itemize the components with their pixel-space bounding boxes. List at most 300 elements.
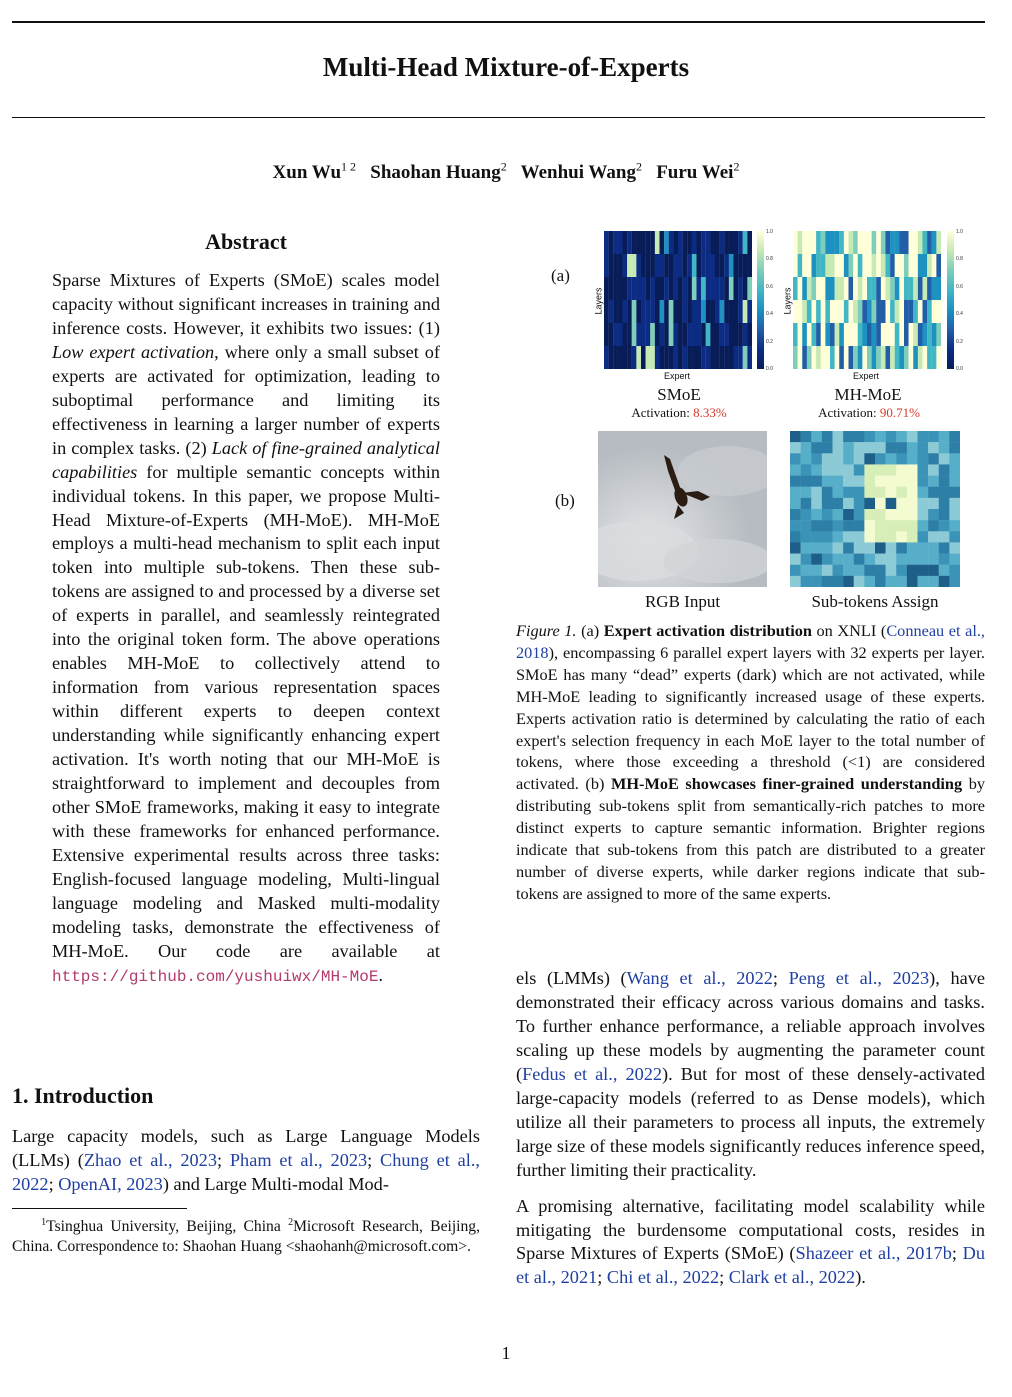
citation-link[interactable]: Clark et al., 2022 bbox=[728, 1267, 856, 1288]
heatmap-cell bbox=[724, 300, 729, 323]
grid-cell bbox=[854, 464, 865, 475]
grid-cell bbox=[833, 565, 844, 576]
heatmap-cell bbox=[618, 300, 623, 323]
grid-cell bbox=[949, 520, 960, 531]
heatmap-cell bbox=[816, 346, 821, 369]
grid-cell bbox=[875, 431, 886, 442]
heatmap-cell bbox=[807, 231, 812, 254]
heatmap-cell bbox=[936, 231, 941, 254]
grid-cell bbox=[928, 531, 939, 542]
heatmap-cell bbox=[687, 254, 692, 277]
heatmap-cell bbox=[913, 231, 918, 254]
grid-cell bbox=[843, 487, 854, 498]
heatmap-cell bbox=[669, 254, 674, 277]
heatmap-cell bbox=[613, 300, 618, 323]
heatmap-cell bbox=[692, 254, 697, 277]
heatmap-cell bbox=[890, 277, 895, 300]
heatmap-cell bbox=[876, 346, 881, 369]
heatmap-cell bbox=[697, 254, 702, 277]
mhmoe-activation-value: 90.71% bbox=[879, 405, 920, 420]
heatmap-cell bbox=[923, 277, 928, 300]
page-number: 1 bbox=[501, 1343, 511, 1363]
heatmap-cell bbox=[669, 323, 674, 346]
heatmap-cell bbox=[632, 231, 637, 254]
heatmap-cell bbox=[872, 231, 877, 254]
smoe-colorbar bbox=[757, 231, 764, 369]
heatmap-cell bbox=[839, 300, 844, 323]
grid-cell bbox=[854, 476, 865, 487]
heatmap-cell bbox=[849, 277, 854, 300]
heatmap-cell bbox=[734, 346, 739, 369]
heatmap-cell bbox=[830, 300, 835, 323]
author-4: Furu Wei$^2$ bbox=[656, 160, 740, 184]
heatmap-cell bbox=[655, 323, 660, 346]
grid-cell bbox=[843, 542, 854, 553]
heatmap-cell bbox=[743, 346, 748, 369]
heatmap-cell bbox=[927, 277, 932, 300]
citation-link[interactable]: OpenAI, 2023 bbox=[58, 1173, 163, 1194]
heatmap-cell bbox=[932, 323, 937, 346]
heatmap-cell bbox=[918, 323, 923, 346]
heatmap-cell bbox=[798, 323, 803, 346]
heatmap-cell bbox=[830, 346, 835, 369]
heatmap-cell bbox=[738, 231, 743, 254]
heatmap-cell bbox=[646, 254, 651, 277]
grid-cell bbox=[811, 487, 822, 498]
grid-cell bbox=[822, 554, 833, 565]
heatmap-cell bbox=[793, 346, 798, 369]
heatmap-cell bbox=[862, 323, 867, 346]
grid-cell bbox=[875, 453, 886, 464]
top-rule bbox=[12, 21, 985, 23]
heatmap-cell bbox=[632, 300, 637, 323]
grid-cell bbox=[864, 554, 875, 565]
heatmap-cell bbox=[936, 323, 941, 346]
grid-cell bbox=[896, 542, 907, 553]
heatmap-cell bbox=[729, 300, 734, 323]
citation-link[interactable]: Fedus et al., 2022 bbox=[522, 1063, 663, 1084]
grid-cell bbox=[864, 520, 875, 531]
heatmap-cell bbox=[609, 323, 614, 346]
grid-cell bbox=[833, 576, 844, 587]
heatmap-cell bbox=[738, 300, 743, 323]
heatmap-cell bbox=[734, 323, 739, 346]
heatmap-cell bbox=[715, 231, 720, 254]
heatmap-cell bbox=[609, 277, 614, 300]
heatmap-cell bbox=[904, 323, 909, 346]
grid-cell bbox=[896, 509, 907, 520]
grid-cell bbox=[833, 520, 844, 531]
grid-cell bbox=[811, 520, 822, 531]
citation-link[interactable]: Wang et al., 2022 bbox=[626, 968, 773, 988]
heatmap-cell bbox=[743, 277, 748, 300]
heatmap-cell bbox=[641, 277, 646, 300]
grid-cell bbox=[843, 464, 854, 475]
grid-cell bbox=[801, 531, 812, 542]
heatmap-cell bbox=[825, 277, 830, 300]
citation-link[interactable]: Chi et al., 2022 bbox=[606, 1267, 720, 1288]
grid-cell bbox=[833, 509, 844, 520]
heatmap-cell bbox=[618, 323, 623, 346]
heatmap-cell bbox=[932, 346, 937, 369]
heatmap-cell bbox=[701, 323, 706, 346]
heatmap-cell bbox=[812, 346, 817, 369]
grid-cell bbox=[949, 565, 960, 576]
heatmap-cell bbox=[858, 346, 863, 369]
heatmap-cell bbox=[738, 254, 743, 277]
grid-cell bbox=[907, 464, 918, 475]
grid-cell bbox=[907, 542, 918, 553]
grid-cell bbox=[949, 476, 960, 487]
grid-cell bbox=[864, 431, 875, 442]
grid-cell bbox=[822, 509, 833, 520]
heatmap-cell bbox=[646, 300, 651, 323]
grid-cell bbox=[949, 498, 960, 509]
heatmap-cell bbox=[687, 300, 692, 323]
heatmap-cell bbox=[604, 277, 609, 300]
heatmap-cell bbox=[844, 254, 849, 277]
grid-cell bbox=[811, 453, 822, 464]
heatmap-cell bbox=[609, 231, 614, 254]
heatmap-cell bbox=[747, 277, 752, 300]
heatmap-cell bbox=[881, 231, 886, 254]
heatmap-cell bbox=[872, 300, 877, 323]
heatmap-cell bbox=[918, 277, 923, 300]
heatmap-cell bbox=[821, 231, 826, 254]
heatmap-cell bbox=[853, 300, 858, 323]
colorbar-tick: 0.0 bbox=[956, 366, 963, 372]
heatmap-cell bbox=[687, 231, 692, 254]
abstract-heading: Abstract bbox=[205, 229, 287, 254]
heatmap-cell bbox=[927, 323, 932, 346]
grid-cell bbox=[896, 531, 907, 542]
subtoken-assignment-grid bbox=[790, 431, 960, 587]
heatmap-cell bbox=[720, 254, 725, 277]
heatmap-cell bbox=[927, 346, 932, 369]
grid-cell bbox=[939, 476, 950, 487]
heatmap-cell bbox=[623, 231, 628, 254]
heatmap-cell bbox=[706, 231, 711, 254]
heatmap-cell bbox=[830, 277, 835, 300]
citation-link[interactable]: Pham et al., 2023 bbox=[229, 1149, 368, 1170]
mhmoe-y-axis-label: Layers bbox=[782, 287, 793, 315]
bird-photo bbox=[598, 431, 767, 587]
heatmap-cell bbox=[623, 346, 628, 369]
heatmap-cell bbox=[646, 277, 651, 300]
heatmap-cell bbox=[890, 346, 895, 369]
heatmap-cell bbox=[858, 254, 863, 277]
heatmap-cell bbox=[793, 254, 798, 277]
grid-cell bbox=[896, 576, 907, 587]
grid-cell bbox=[833, 453, 844, 464]
heatmap-cell bbox=[899, 346, 904, 369]
grid-cell bbox=[949, 554, 960, 565]
heatmap-cell bbox=[678, 231, 683, 254]
grid-cell bbox=[907, 487, 918, 498]
heatmap-cell bbox=[720, 346, 725, 369]
grid-cell bbox=[949, 509, 960, 520]
code-link[interactable]: https://github.com/yushuiwx/MH-MoE bbox=[52, 967, 379, 986]
heatmap-cell bbox=[835, 231, 840, 254]
citation-link[interactable]: Du et al., 2021 bbox=[516, 1243, 986, 1288]
citation-link[interactable]: Chung et al., 2022 bbox=[12, 1149, 480, 1194]
heatmap-cell bbox=[697, 300, 702, 323]
grid-cell bbox=[864, 476, 875, 487]
heatmap-cell bbox=[909, 231, 914, 254]
heatmap-cell bbox=[743, 300, 748, 323]
grid-cell bbox=[896, 487, 907, 498]
heatmap-cell bbox=[936, 346, 941, 369]
citation-link[interactable]: Shazeer et al., 2017b bbox=[795, 1243, 952, 1264]
heatmap-cell bbox=[669, 300, 674, 323]
heatmap-cell bbox=[660, 277, 665, 300]
heatmap-cell bbox=[862, 277, 867, 300]
heatmap-cell bbox=[872, 254, 877, 277]
heatmap-cell bbox=[913, 277, 918, 300]
grid-cell bbox=[811, 431, 822, 442]
grid-cell bbox=[907, 431, 918, 442]
heatmap-cell bbox=[872, 323, 877, 346]
mhmoe-label: MH-MoE bbox=[834, 385, 902, 404]
grid-cell bbox=[801, 453, 812, 464]
grid-cell bbox=[801, 542, 812, 553]
author-2: Shaohan Huang$^2$ bbox=[370, 160, 507, 184]
heatmap-cell bbox=[830, 231, 835, 254]
grid-cell bbox=[875, 509, 886, 520]
heatmap-cell bbox=[923, 231, 928, 254]
author-list bbox=[0, 160, 1012, 184]
heatmap-cell bbox=[932, 277, 937, 300]
heatmap-cell bbox=[715, 323, 720, 346]
heatmap-cell bbox=[816, 231, 821, 254]
heatmap-cell bbox=[923, 346, 928, 369]
grid-cell bbox=[864, 487, 875, 498]
citation-link[interactable]: Conneau et al., 2018 bbox=[516, 621, 986, 662]
heatmap-cell bbox=[673, 277, 678, 300]
grid-cell bbox=[875, 554, 886, 565]
grid-cell bbox=[854, 509, 865, 520]
footnote-rule bbox=[12, 1208, 187, 1209]
heatmap-cell bbox=[692, 323, 697, 346]
heatmap-cell bbox=[904, 254, 909, 277]
heatmap-cell bbox=[669, 277, 674, 300]
heatmap-cell bbox=[609, 300, 614, 323]
heatmap-cell bbox=[678, 346, 683, 369]
heatmap-cell bbox=[793, 323, 798, 346]
heatmap-cell bbox=[913, 346, 918, 369]
grid-cell bbox=[822, 565, 833, 576]
heatmap-cell bbox=[895, 323, 900, 346]
heatmap-cell bbox=[895, 231, 900, 254]
heatmap-cell bbox=[636, 346, 641, 369]
heatmap-cell bbox=[604, 323, 609, 346]
heatmap-cell bbox=[650, 254, 655, 277]
grid-cell bbox=[801, 554, 812, 565]
grid-cell bbox=[939, 520, 950, 531]
grid-cell bbox=[907, 576, 918, 587]
citation-link[interactable]: Zhao et al., 2023 bbox=[83, 1149, 217, 1170]
heatmap-cell bbox=[618, 254, 623, 277]
heatmap-cell bbox=[798, 300, 803, 323]
heatmap-cell bbox=[627, 231, 632, 254]
heatmap-cell bbox=[876, 254, 881, 277]
heatmap-cell bbox=[641, 323, 646, 346]
heatmap-cell bbox=[697, 277, 702, 300]
heatmap-cell bbox=[932, 254, 937, 277]
grid-cell bbox=[939, 509, 950, 520]
heatmap-cell bbox=[830, 323, 835, 346]
footnote: $^1$Tsinghua University, Beijing, China $^2$Microsoft Research, Beijing, China. Correspondence to: Shaohan Huang <shaohanh@microsoft.com>. bbox=[12, 1217, 480, 1256]
heatmap-cell bbox=[839, 346, 844, 369]
heatmap-cell bbox=[655, 300, 660, 323]
mhmoe-heatmap bbox=[793, 231, 941, 369]
heatmap-cell bbox=[729, 323, 734, 346]
heatmap-cell bbox=[890, 300, 895, 323]
grid-cell bbox=[949, 487, 960, 498]
heatmap-cell bbox=[849, 231, 854, 254]
grid-cell bbox=[801, 520, 812, 531]
heatmap-cell bbox=[706, 277, 711, 300]
heatmap-cell bbox=[835, 254, 840, 277]
heatmap-cell bbox=[623, 323, 628, 346]
heatmap-cell bbox=[724, 254, 729, 277]
heatmap-cell bbox=[715, 300, 720, 323]
colorbar-tick: 0.6 bbox=[956, 283, 963, 290]
citation-link[interactable]: Peng et al., 2023 bbox=[788, 968, 930, 988]
heatmap-cell bbox=[706, 323, 711, 346]
grid-cell bbox=[822, 542, 833, 553]
heatmap-cell bbox=[821, 254, 826, 277]
grid-cell bbox=[896, 453, 907, 464]
grid-cell bbox=[949, 542, 960, 553]
grid-cell bbox=[790, 431, 801, 442]
heatmap-cell bbox=[655, 231, 660, 254]
heatmap-cell bbox=[821, 323, 826, 346]
heatmap-cell bbox=[618, 231, 623, 254]
grid-cell bbox=[875, 576, 886, 587]
grid-cell bbox=[801, 498, 812, 509]
grid-cell bbox=[843, 531, 854, 542]
heatmap-cell bbox=[613, 254, 618, 277]
heatmap-cell bbox=[715, 277, 720, 300]
heatmap-cell bbox=[830, 254, 835, 277]
heatmap-cell bbox=[673, 254, 678, 277]
heatmap-cell bbox=[825, 254, 830, 277]
grid-cell bbox=[843, 576, 854, 587]
heatmap-cell bbox=[872, 346, 877, 369]
grid-cell bbox=[886, 476, 897, 487]
heatmap-cell bbox=[720, 323, 725, 346]
grid-cell bbox=[886, 464, 897, 475]
grid-cell bbox=[854, 520, 865, 531]
heatmap-cell bbox=[812, 277, 817, 300]
heatmap-cell bbox=[623, 300, 628, 323]
grid-cell bbox=[886, 431, 897, 442]
grid-cell bbox=[886, 442, 897, 453]
heatmap-cell bbox=[743, 254, 748, 277]
heatmap-cell bbox=[706, 254, 711, 277]
paragraph: els (LMMs) (Wang et al., 2022; Peng et al., 2023), have demonstrated their efficacy across various domains and tasks. To further enhance performance, a reliable approach involves scaling up these models by augmenting the parameter count (Fedus et al., 2022). But for most of these densely-activated large-capacity models (referred to as Dense models), which utilize all their parameters to process all inputs, the extremely large size of these models significantly reduces inference speed, further limiting their practicality. bbox=[516, 968, 985, 1180]
grid-cell bbox=[875, 498, 886, 509]
heatmap-cell bbox=[678, 254, 683, 277]
heatmap-cell bbox=[687, 323, 692, 346]
grid-cell bbox=[907, 476, 918, 487]
heatmap-cell bbox=[604, 346, 609, 369]
heatmap-cell bbox=[660, 346, 665, 369]
grid-cell bbox=[875, 442, 886, 453]
heatmap-cell bbox=[881, 300, 886, 323]
grid-cell bbox=[939, 442, 950, 453]
grid-cell bbox=[822, 498, 833, 509]
grid-cell bbox=[875, 476, 886, 487]
colorbar-tick: 0.8 bbox=[766, 256, 773, 263]
heatmap-cell bbox=[812, 323, 817, 346]
grid-cell bbox=[790, 487, 801, 498]
grid-cell bbox=[875, 565, 886, 576]
grid-cell bbox=[918, 442, 929, 453]
heatmap-cell bbox=[825, 231, 830, 254]
grid-cell bbox=[801, 487, 812, 498]
heatmap-cell bbox=[692, 346, 697, 369]
heatmap-cell bbox=[923, 300, 928, 323]
heatmap-cell bbox=[701, 346, 706, 369]
colorbar-tick: 0.2 bbox=[956, 338, 963, 345]
grid-cell bbox=[939, 453, 950, 464]
heatmap-cell bbox=[923, 254, 928, 277]
heatmap-cell bbox=[692, 231, 697, 254]
grid-cell bbox=[928, 520, 939, 531]
heatmap-cell bbox=[729, 231, 734, 254]
heatmap-cell bbox=[890, 323, 895, 346]
grid-cell bbox=[811, 565, 822, 576]
grid-cell bbox=[907, 453, 918, 464]
grid-cell bbox=[822, 531, 833, 542]
heatmap-cell bbox=[825, 300, 830, 323]
heatmap-cell bbox=[816, 300, 821, 323]
grid-cell bbox=[790, 509, 801, 520]
heatmap-cell bbox=[710, 231, 715, 254]
heatmap-cell bbox=[613, 323, 618, 346]
grid-cell bbox=[833, 542, 844, 553]
heatmap-cell bbox=[825, 346, 830, 369]
heatmap-cell bbox=[862, 346, 867, 369]
heatmap-cell bbox=[802, 277, 807, 300]
grid-cell bbox=[811, 476, 822, 487]
heatmap-cell bbox=[673, 231, 678, 254]
heatmap-cell bbox=[734, 231, 739, 254]
heatmap-cell bbox=[729, 346, 734, 369]
heatmap-cell bbox=[650, 300, 655, 323]
author-1: Xun $Wu^{1 2}$ bbox=[272, 160, 357, 184]
grid-cell bbox=[801, 476, 812, 487]
heatmap-cell bbox=[738, 277, 743, 300]
grid-cell bbox=[949, 453, 960, 464]
grid-cell bbox=[886, 509, 897, 520]
grid-cell bbox=[928, 431, 939, 442]
heatmap-cell bbox=[636, 277, 641, 300]
heatmap-cell bbox=[867, 300, 872, 323]
grid-cell bbox=[896, 464, 907, 475]
grid-cell bbox=[939, 487, 950, 498]
grid-cell bbox=[843, 442, 854, 453]
heatmap-cell bbox=[613, 346, 618, 369]
grid-cell bbox=[811, 442, 822, 453]
heatmap-cell bbox=[802, 254, 807, 277]
heatmap-cell bbox=[632, 346, 637, 369]
grid-cell bbox=[864, 565, 875, 576]
smoe-y-axis-label: Layers bbox=[593, 287, 604, 315]
grid-cell bbox=[854, 542, 865, 553]
